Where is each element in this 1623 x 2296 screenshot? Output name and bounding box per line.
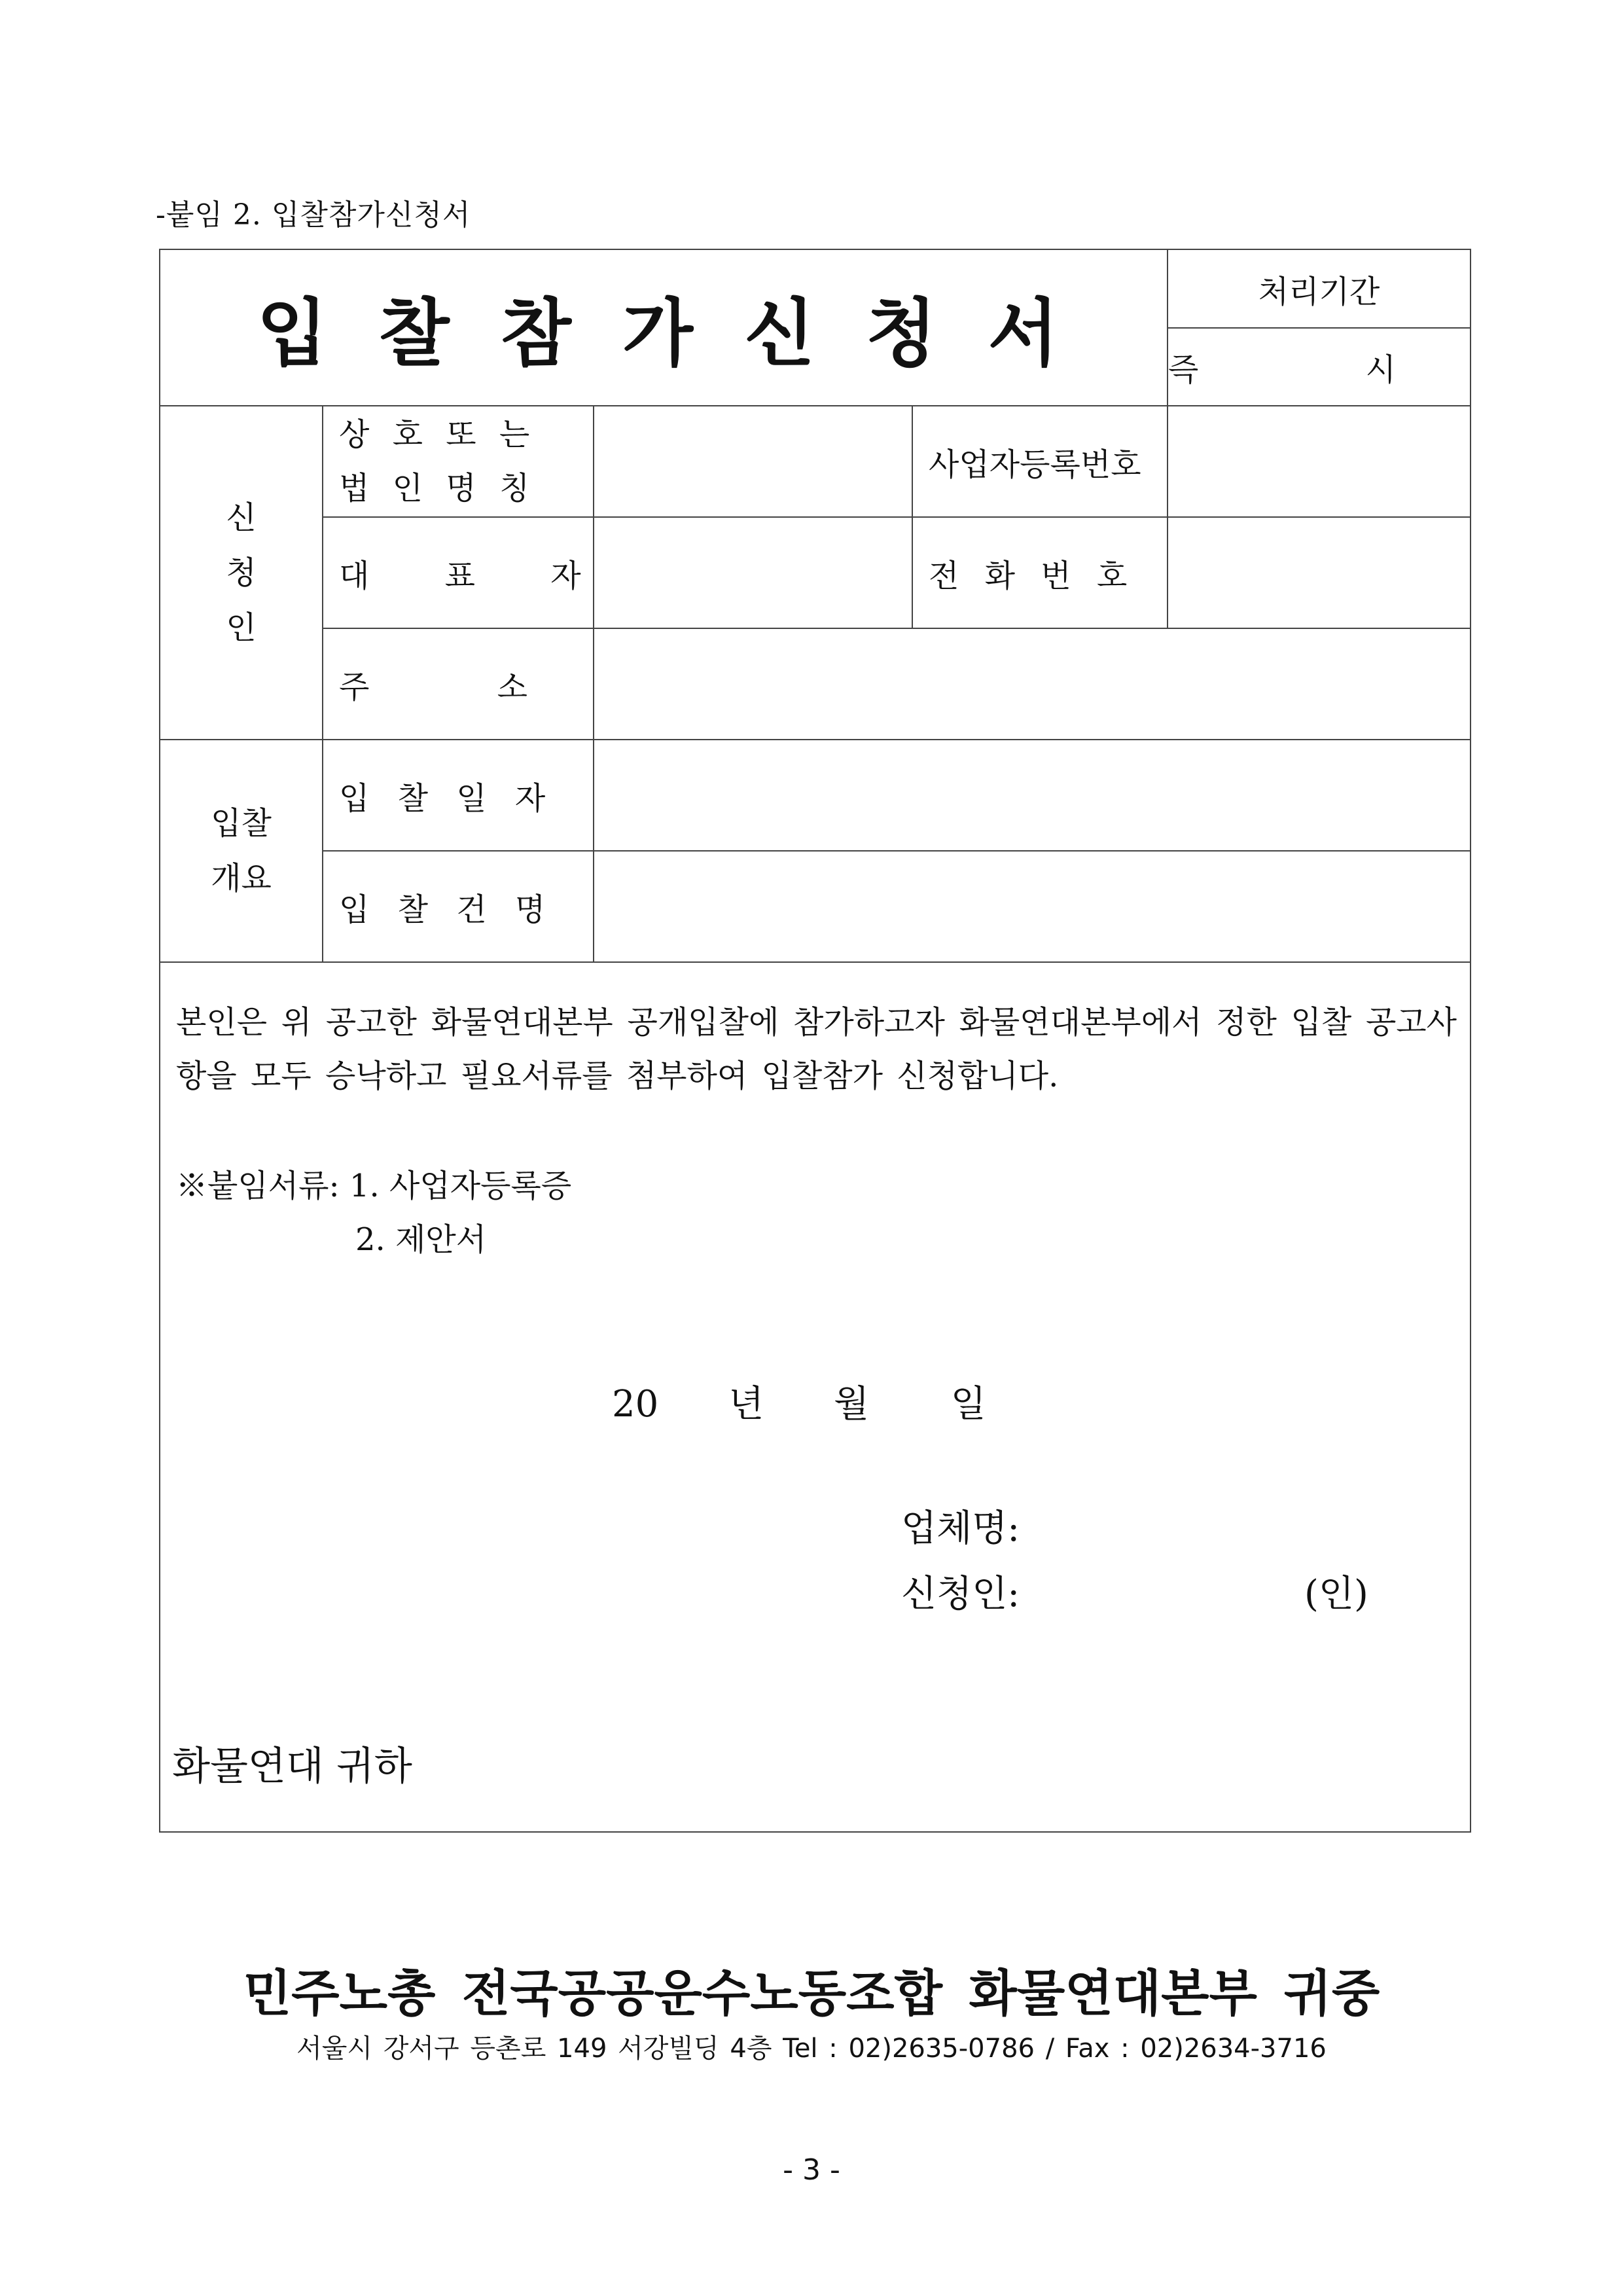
attachment-item: 2. 제안서: [355, 1221, 487, 1258]
page-number: - 3 -: [783, 2153, 840, 2187]
form-title: 입찰참가신청서: [257, 291, 1110, 376]
attachments-label: ※붙임서류:: [176, 1168, 340, 1204]
address-field[interactable]: [594, 628, 1471, 740]
attachments-list: [176, 1159, 571, 1266]
bid-application-form: [159, 249, 1475, 1833]
representative-field[interactable]: [594, 517, 912, 628]
addressee: 화물연대 귀하: [172, 1744, 412, 1789]
applicant-group-label: 신 청 인: [160, 406, 323, 740]
company-name-label: 상 호 또 는 법 인 명 칭: [323, 406, 594, 517]
bid-title-label: 입 찰 건 명: [323, 851, 594, 962]
seal-mark: (인): [1304, 1573, 1368, 1615]
business-reg-no-label: 사업자등록번호: [912, 406, 1168, 517]
processing-period-label: 처리기간: [1168, 249, 1471, 328]
business-reg-no-field[interactable]: [1168, 406, 1471, 517]
representative-label: 대 표 자: [323, 517, 594, 628]
phone-field[interactable]: [1168, 517, 1471, 628]
declaration-cell: [160, 962, 1471, 1832]
declaration-statement: 본인은 위 공고한 화물연대본부 공개입찰에 참가하고자 화물연대본부에서 정한 입찰 공고사항을 모두 승낙하고 필요서류를 첨부하여 입찰참가 신청합니다.: [176, 1004, 1457, 1094]
date-line: 20 년 월 일: [612, 1383, 986, 1426]
attachment-label: -붙임 2. 입찰참가신청서: [156, 198, 471, 232]
company-sign-label: 업체명:: [901, 1507, 1020, 1550]
company-name-field[interactable]: [594, 406, 912, 517]
organization-address: 서울시 강서구 등촌로 149 서강빌딩 4층 Tel : 02)2635-0786 / Fax : 02)2634-3716: [296, 2034, 1327, 2064]
bid-date-field[interactable]: [594, 740, 1471, 851]
bid-date-label: 입 찰 일 자: [323, 740, 594, 851]
form-title-cell: [160, 249, 1168, 406]
address-label: 주 소: [323, 628, 594, 740]
attachment-item: 1. 사업자등록증: [349, 1168, 572, 1204]
bid-overview-label: 입찰 개요: [160, 740, 323, 962]
phone-label: 전 화 번 호: [912, 517, 1168, 628]
processing-period-value: 즉 시: [1168, 328, 1471, 406]
bid-title-field[interactable]: [594, 851, 1471, 962]
recipient-organization: 민주노총 전국공공운수노동조합 화물연대본부 귀중: [243, 1964, 1380, 2022]
applicant-sign-label: 신청인:: [901, 1573, 1020, 1615]
